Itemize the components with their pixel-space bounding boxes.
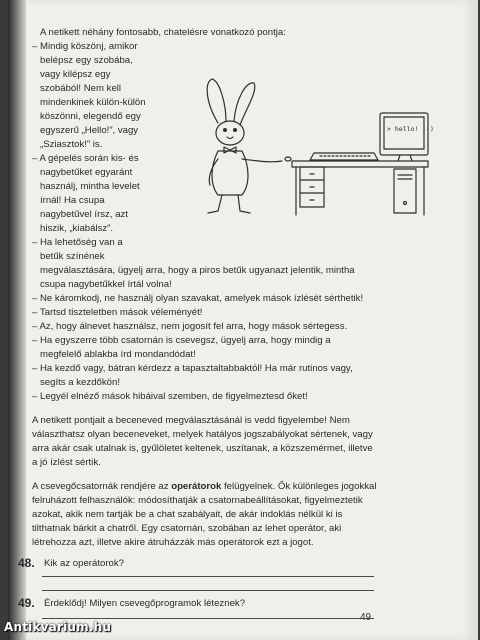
paragraph-line: azokat, akik nem tartják be a chat szabályait, de akár indoklás nélkül ki is: [32, 509, 343, 520]
list-line: betűk színének: [40, 251, 105, 262]
list-line: egyszerű „Hello!”, vagy: [40, 125, 139, 136]
page-number: 49: [360, 612, 372, 623]
list-line: vagy kilépsz egy: [40, 69, 111, 80]
watermark-logo: Antikvarium.hu: [4, 620, 112, 634]
list-line: – Ha egyszerre több csatornán is csevegsz, ügyelj arra, hogy mindig a: [32, 335, 331, 346]
paragraph-line: felruházott felhasználók: módosíthatják a csatornabeállításokat, figyelmeztetik: [32, 495, 363, 506]
list-line: „Sziasztok!” is.: [40, 139, 103, 150]
list-line: nagybetűket egyaránt: [40, 167, 133, 178]
list-line: – Ha kezdő vagy, bátran kérdezz a tapasztaltabbaktól! Ha már rutinos vagy,: [32, 363, 353, 374]
paragraph-line: a jó ízlést sértik.: [32, 457, 101, 468]
layout-anchor: [18, 0, 19, 1]
list-line: – Legyél elnéző mások hibáival szemben, de figyelmeztesd őket!: [32, 391, 308, 402]
list-line: mindenkinek külön-külön: [40, 97, 146, 108]
answer-line[interactable]: [42, 590, 374, 591]
list-line: belépsz egy szobába,: [40, 55, 133, 66]
list-line: csupa nagybetűkkel írtál volna!: [40, 279, 172, 290]
paragraph-text: A csevegőcsatornák rendjére az: [32, 481, 172, 492]
page-binding-shadow: [8, 0, 26, 640]
question-number: 49.: [18, 596, 35, 610]
list-line: írnál! Ha csupa: [40, 195, 105, 206]
question-number: 48.: [18, 556, 35, 570]
paragraph-line: [32, 480, 377, 494]
list-line: segíts a kezdőkön!: [40, 377, 120, 388]
list-line: – Mindig köszönj, amikor: [32, 41, 138, 52]
operators-term: operátorok: [171, 481, 222, 492]
list-line: megválasztására, ügyelj arra, hogy a piros betűk ugyanazt jelentik, mintha: [40, 265, 355, 276]
paragraph-line: tilthatnak bárkit a chatről. Egy csatornán, szobában az lehet operátor, aki: [32, 523, 342, 534]
monitor-screen-text: > hello! ;-): [387, 125, 434, 133]
list-line: nagybetűvel írsz, azt: [40, 209, 128, 220]
list-line: megfelelő ablakba írd mondandódat!: [40, 349, 196, 360]
paragraph-line: arra akár csak utalnak is, gyűlöletet keltenek, uszítanak, a közszemérmet, illetve: [32, 443, 373, 454]
answer-line[interactable]: [42, 618, 374, 619]
paragraph-line: A netikett pontjait a beceneved megválasztásánál is vedd figyelembe! Nem: [32, 415, 350, 426]
bunny-computer-illustration: [196, 75, 446, 220]
question-text: Kik az operátorok?: [44, 558, 124, 569]
book-page: [8, 0, 478, 640]
list-line: – A gépelés során kis- és: [32, 153, 139, 164]
list-line: szobából! Nem kell: [40, 83, 122, 94]
intro-text: A netikett néhány fontosabb, chatelésre vonatkozó pontja:: [40, 27, 286, 38]
paragraph-line: választhatsz olyan beceneveket, melyek hatályos jogszabályokat sértenek, vagy: [32, 429, 373, 440]
answer-line[interactable]: [42, 576, 374, 577]
list-line: – Ne káromkodj, ne használj olyan szavakat, amelyek mások ízlését sérthetik!: [32, 293, 364, 304]
paragraph-text: felügyelnek. Ők különleges jogokkal: [221, 481, 377, 492]
list-line: használj, mintha levelet: [40, 181, 140, 192]
list-line: köszönni, elegendő egy: [40, 111, 141, 122]
list-line: – Tartsd tiszteletben mások véleményét!: [32, 307, 203, 318]
list-line: hiszik, „kiabálsz”.: [40, 223, 114, 234]
paragraph-line: létrehozza azt, illetve akire átruházzák más operátorok ezt a jogot.: [32, 537, 314, 548]
list-line: – Ha lehetőség van a: [32, 237, 123, 248]
list-line: – Az, hogy álnevet használsz, nem jogosít fel arra, hogy mások sértegess.: [32, 321, 348, 332]
question-text: Érdeklődj! Milyen csevegőprogramok léteznek?: [44, 598, 246, 609]
